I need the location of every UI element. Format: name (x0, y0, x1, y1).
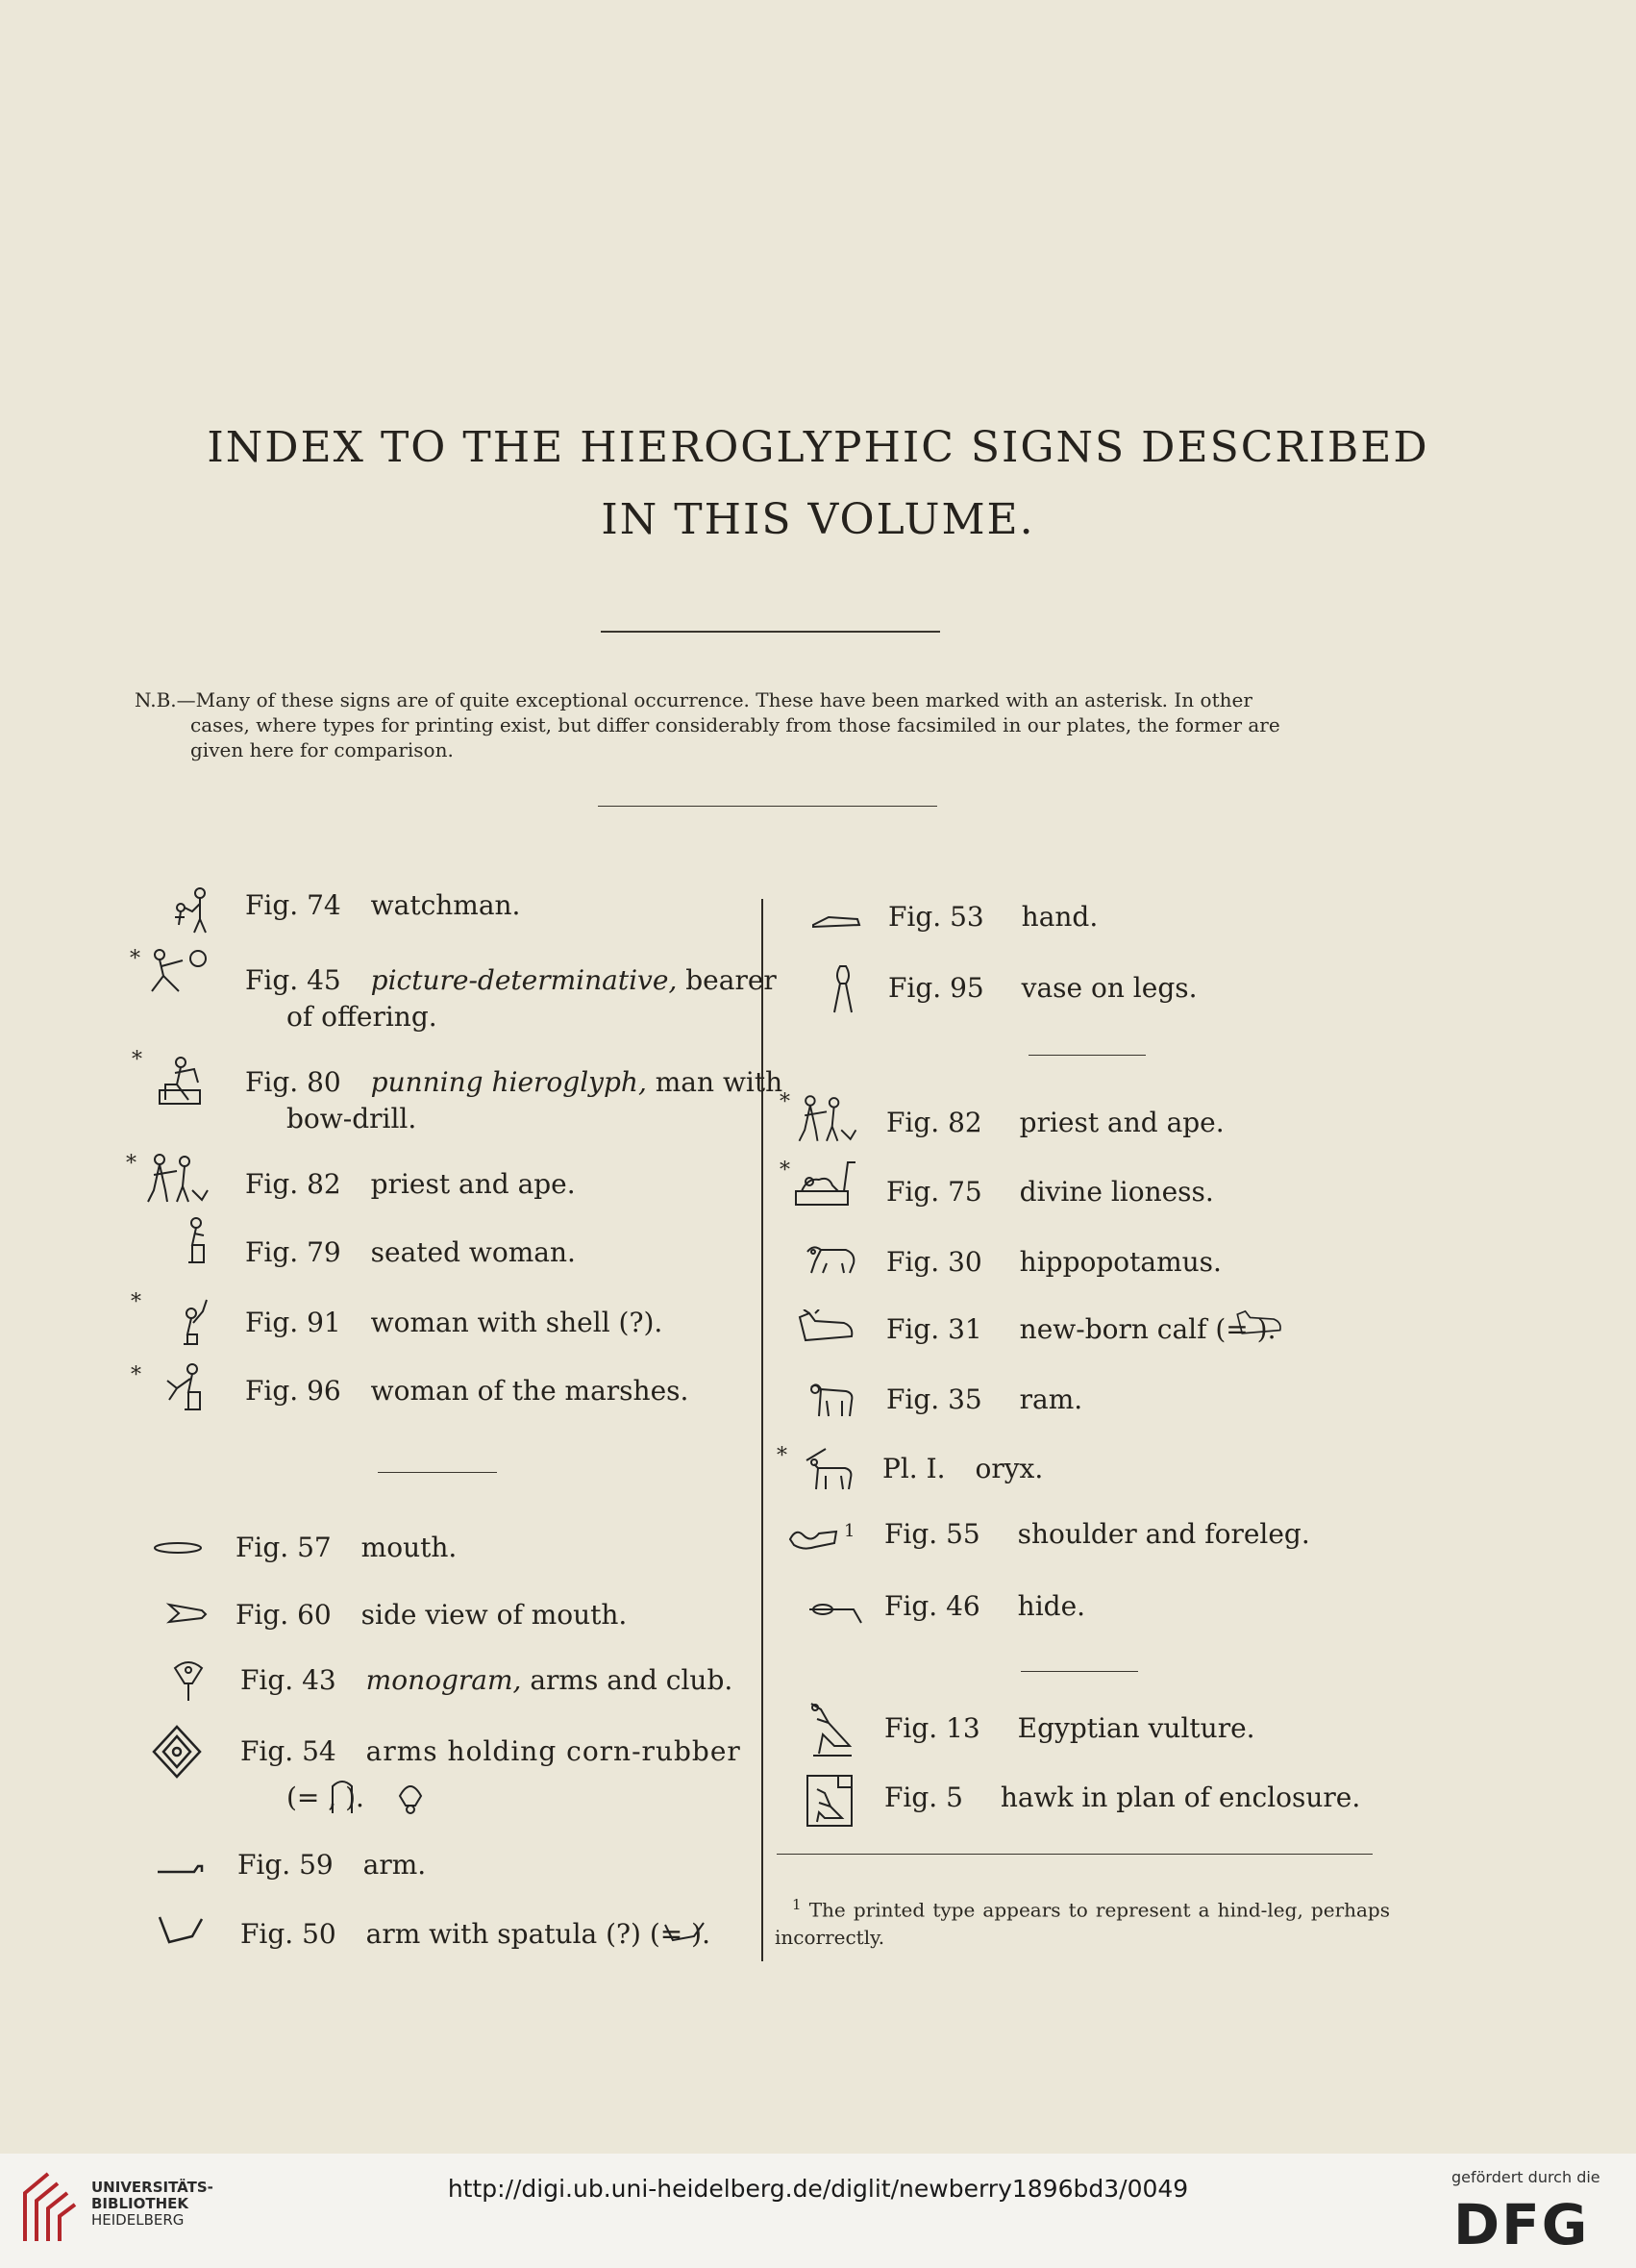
calf-compare-icon (1234, 1308, 1288, 1340)
left-entry-9 (235, 1598, 627, 1632)
bearer-of-offering-icon (144, 947, 211, 995)
right-entry-10 (884, 1589, 1085, 1624)
funding-note: gefördert durch die (1451, 2168, 1600, 2186)
left-entry-8 (235, 1531, 457, 1565)
right-entry-9 (884, 1517, 1310, 1552)
fig-description-italic: monogram, (365, 1664, 522, 1696)
vase-on-legs-icon (832, 964, 854, 1014)
arm-with-spatula-icon (154, 1913, 208, 1948)
fig-description: divine lioness. (1019, 1176, 1214, 1208)
fig-label: Fig. 53 (888, 901, 984, 933)
asterisk-mark: * (777, 1444, 787, 1468)
left-entry-7 (245, 1374, 688, 1408)
fig-description-italic: punning hieroglyph, (370, 1066, 647, 1098)
arms-corn-rubber-icon (148, 1723, 206, 1781)
right-section-rule-1 (1029, 1055, 1146, 1056)
fig-label: Fig. 75 (886, 1176, 982, 1208)
asterisk-mark: * (130, 947, 140, 971)
fig-description: arm with spatula (?) (= ). (365, 1918, 710, 1950)
left-entry-6 (245, 1306, 662, 1340)
fig-label: Fig. 74 (245, 889, 341, 921)
asterisk-mark: * (126, 1152, 136, 1176)
woman-with-shell-icon (176, 1296, 211, 1346)
fig-label: Fig. 57 (235, 1532, 332, 1563)
fig-label: Fig. 35 (886, 1383, 982, 1415)
dfg-logo: DFG (1453, 2192, 1590, 2257)
right-entry-6 (886, 1312, 1277, 1347)
right-entry-8 (882, 1452, 1043, 1486)
fig-label: Fig. 82 (886, 1107, 982, 1138)
right-entry-5 (886, 1245, 1222, 1280)
arms-holding-icon (396, 1777, 425, 1815)
asterisk-mark: * (131, 1290, 141, 1314)
index-title-line1: INDEX TO THE HIEROGLYPHIC SIGNS DESCRIBED (207, 423, 1429, 472)
side-mouth-icon (165, 1601, 210, 1626)
foreleg-icon (786, 1524, 840, 1551)
fig-description: shoulder and foreleg. (1017, 1518, 1310, 1550)
fig-label: Fig. 60 (235, 1599, 332, 1631)
new-born-calf-icon (796, 1309, 861, 1348)
spatula-compare-icon (661, 1919, 707, 1944)
right-entry-3 (886, 1106, 1225, 1140)
woman-of-marshes-icon (163, 1361, 210, 1411)
fig-label: Fig. 80 (245, 1066, 341, 1098)
library-line2: BIBLIOTHEK (91, 2195, 188, 2212)
fig-label: Fig. 31 (886, 1313, 982, 1345)
footnote-rule (777, 1854, 1373, 1855)
fig-description: mouth. (360, 1532, 458, 1563)
fig-description-italic: picture-determinative, (370, 964, 678, 996)
right-entry-4 (886, 1175, 1214, 1209)
mouth-icon (152, 1538, 204, 1558)
fig-description: oryx. (975, 1453, 1044, 1484)
fig-description: Egyptian vulture. (1017, 1712, 1255, 1744)
note-line3: given here for comparison. (190, 738, 454, 761)
asterisk-mark: * (780, 1159, 790, 1183)
fig-description: side view of mouth. (360, 1599, 628, 1631)
arm-icon (156, 1862, 204, 1876)
right-entry-12 (884, 1781, 1360, 1815)
left-entry-4 (245, 1167, 576, 1202)
fig-description: woman of the marshes. (370, 1375, 689, 1407)
right-entry-11 (884, 1711, 1255, 1746)
fig-description: woman with shell (?). (370, 1307, 663, 1338)
left-entry-5 (245, 1235, 576, 1270)
fig-label: Pl. I. (882, 1453, 946, 1484)
fig-label: Fig. 91 (245, 1307, 341, 1338)
fig-label: Fig. 79 (245, 1236, 341, 1268)
left-entry-3-cont: bow-drill. (286, 1103, 417, 1134)
fig-description: arm. (362, 1849, 427, 1881)
fig-label: Fig. 55 (884, 1518, 980, 1550)
fig-label: Fig. 95 (888, 972, 984, 1004)
divine-lioness-icon (790, 1159, 857, 1207)
note-line1: N.B.—Many of these signs are of quite exceptional occurrence. These have been marked with an asterisk. In other (135, 688, 1252, 711)
left-section-rule (378, 1472, 497, 1473)
priest-and-ape-icon (138, 1152, 215, 1204)
fig-description: man with (646, 1066, 783, 1098)
footnote (775, 1891, 1390, 1951)
monogram-icon (171, 1658, 206, 1703)
vulture-icon (806, 1700, 857, 1757)
footnote-mark: 1 (792, 1896, 802, 1913)
left-entry-13 (240, 1917, 710, 1952)
index-title-line2: IN THIS VOLUME. (601, 495, 1035, 544)
fig-label: Fig. 54 (240, 1735, 336, 1767)
fig-label: Fig. 96 (245, 1375, 341, 1407)
fig-description: ram. (1019, 1383, 1083, 1415)
fig-description: new-born calf (= ). (1019, 1313, 1277, 1345)
watchman-icon (171, 886, 211, 935)
fig-label: Fig. 13 (884, 1712, 980, 1744)
fig-label: Fig. 45 (245, 964, 341, 996)
fig-description: watchman. (370, 889, 521, 921)
fig-description: vase on legs. (1021, 972, 1198, 1004)
oryx-icon (803, 1447, 856, 1491)
left-entry-11-cont: (= , ). (286, 1782, 364, 1813)
library-line3: HEIDELBERG (91, 2211, 185, 2229)
digitization-footer (0, 2154, 1636, 2268)
left-entry-2-cont: of offering. (286, 1001, 437, 1033)
hand-icon (809, 913, 863, 931)
right-entry-1 (888, 900, 1098, 935)
note-line2: cases, where types for printing exist, but differ considerably from those facsimiled in our plates, the former are (190, 713, 1280, 736)
left-entry-1 (245, 888, 520, 923)
fig-label: Fig. 82 (245, 1168, 341, 1200)
fig-label: Fig. 43 (240, 1664, 336, 1696)
fig-description: hippopotamus. (1019, 1246, 1222, 1278)
hide-icon (806, 1598, 863, 1627)
asterisk-mark: * (780, 1090, 790, 1114)
column-separator (761, 899, 763, 1961)
seated-woman-icon (181, 1216, 210, 1266)
fig-label: Fig. 30 (886, 1246, 982, 1278)
fig-description: arms holding corn-rubber (365, 1735, 741, 1767)
man-with-bow-drill-icon (156, 1056, 206, 1106)
fig-label: Fig. 50 (240, 1918, 336, 1950)
ram-icon (807, 1382, 857, 1420)
fig-description: hawk in plan of enclosure. (1000, 1782, 1361, 1813)
fig-description: arms and club. (521, 1664, 733, 1696)
note-paragraph (135, 687, 1389, 762)
fig-label: Fig. 5 (884, 1782, 963, 1813)
fig-label: Fig. 46 (884, 1590, 980, 1622)
arms-raised-icon (329, 1777, 356, 1815)
left-entry-11 (240, 1734, 741, 1769)
asterisk-mark: * (132, 1048, 142, 1072)
fig-label: Fig. 59 (237, 1849, 334, 1881)
left-entry-2 (245, 963, 777, 998)
library-line1: UNIVERSITÄTS- (91, 2179, 213, 2196)
fig-description: priest and ape. (370, 1168, 576, 1200)
title-rule (601, 631, 940, 633)
right-entry-7 (886, 1383, 1082, 1417)
footnote-ref-mark: 1 (844, 1521, 855, 1541)
left-entry-10 (240, 1663, 732, 1698)
hippopotamus-icon (804, 1242, 857, 1277)
left-entry-12 (237, 1848, 426, 1882)
priest-and-ape-icon (790, 1092, 863, 1144)
right-section-rule-2 (1021, 1671, 1138, 1672)
hawk-enclosure-icon (806, 1774, 854, 1828)
fig-description: bearer (677, 964, 777, 996)
right-entry-2 (888, 971, 1198, 1006)
fig-description: hide. (1017, 1590, 1086, 1622)
source-url-link[interactable]: http://digi.ub.uni-heidelberg.de/diglit/newberry1896bd3/0049 (447, 2175, 1189, 2203)
fig-description: priest and ape. (1019, 1107, 1225, 1138)
note-rule (598, 806, 937, 807)
fig-description: seated woman. (370, 1236, 576, 1268)
asterisk-mark: * (131, 1363, 141, 1387)
footnote-text: The printed type appears to represent a hind-leg, perhaps incorrectly. (775, 1898, 1390, 1949)
left-entry-3 (245, 1065, 782, 1100)
fig-description: hand. (1021, 901, 1099, 933)
